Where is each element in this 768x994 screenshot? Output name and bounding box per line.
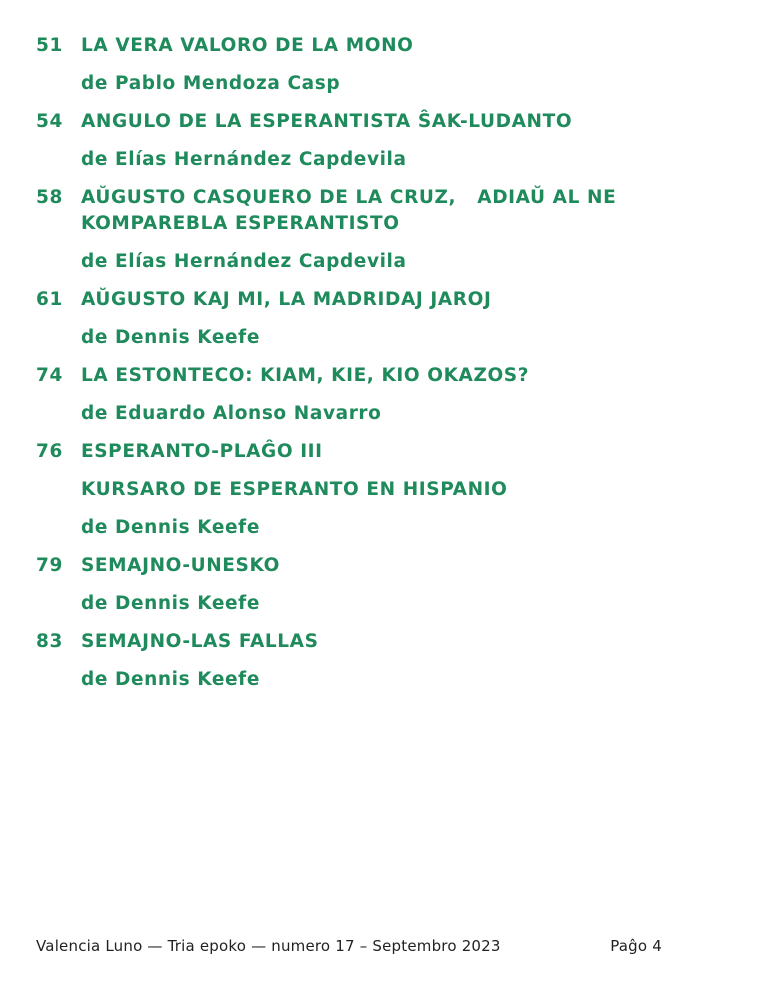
toc-author: de Dennis Keefe <box>81 669 260 690</box>
toc-title: LA VERA VALORO DE LA MONO <box>81 35 414 56</box>
toc-entry[interactable] <box>36 363 736 427</box>
toc-entry[interactable] <box>36 553 736 617</box>
toc-entry[interactable] <box>36 33 736 97</box>
toc-entry[interactable] <box>36 629 736 693</box>
toc-page-number: 83 <box>36 631 63 652</box>
toc-author: de Pablo Mendoza Casp <box>81 73 341 94</box>
toc-page-number: 74 <box>36 365 63 386</box>
toc-title: ESPERANTO-PLAĜO III <box>81 441 323 462</box>
toc-page-number: 76 <box>36 441 63 462</box>
toc-title: AŬGUSTO KAJ MI, LA MADRIDAJ JAROJ <box>81 289 492 310</box>
footer-page-number: Paĝo 4 <box>610 937 662 955</box>
toc-title: SEMAJNO-LAS FALLAS <box>81 631 319 652</box>
toc-author: de Elías Hernández Capdevila <box>81 149 407 170</box>
toc-page-number: 61 <box>36 289 63 310</box>
toc-author: de Eduardo Alonso Navarro <box>81 403 382 424</box>
toc-author: de Dennis Keefe <box>81 517 260 538</box>
toc-title-continued: KOMPAREBLA ESPERANTISTO <box>81 213 400 234</box>
toc-entry[interactable] <box>36 109 736 173</box>
page-footer <box>36 937 662 955</box>
toc-entry[interactable] <box>36 185 736 275</box>
toc-page-number: 54 <box>36 111 63 132</box>
toc-author: de Dennis Keefe <box>81 593 260 614</box>
footer-publication-info: Valencia Luno — Tria epoko — numero 17 – Septembro 2023 <box>36 937 501 955</box>
toc-title: SEMAJNO-UNESKO <box>81 555 280 576</box>
toc-subtitle: KURSARO DE ESPERANTO EN HISPANIO <box>81 479 508 500</box>
toc-author: de Elías Hernández Capdevila <box>81 251 407 272</box>
toc-page-number: 51 <box>36 35 63 56</box>
toc-title: ANGULO DE LA ESPERANTISTA ŜAK-LUDANTO <box>81 111 573 132</box>
toc-entry[interactable] <box>36 439 736 541</box>
toc-page-number: 58 <box>36 187 63 208</box>
toc-title: LA ESTONTECO: KIAM, KIE, KIO OKAZOS? <box>81 365 530 386</box>
toc-title: AŬGUSTO CASQUERO DE LA CRUZ, ADIAŬ AL NE <box>81 187 617 208</box>
toc-entry[interactable] <box>36 287 736 351</box>
toc-author: de Dennis Keefe <box>81 327 260 348</box>
toc-page-number: 79 <box>36 555 63 576</box>
table-of-contents <box>36 33 736 693</box>
